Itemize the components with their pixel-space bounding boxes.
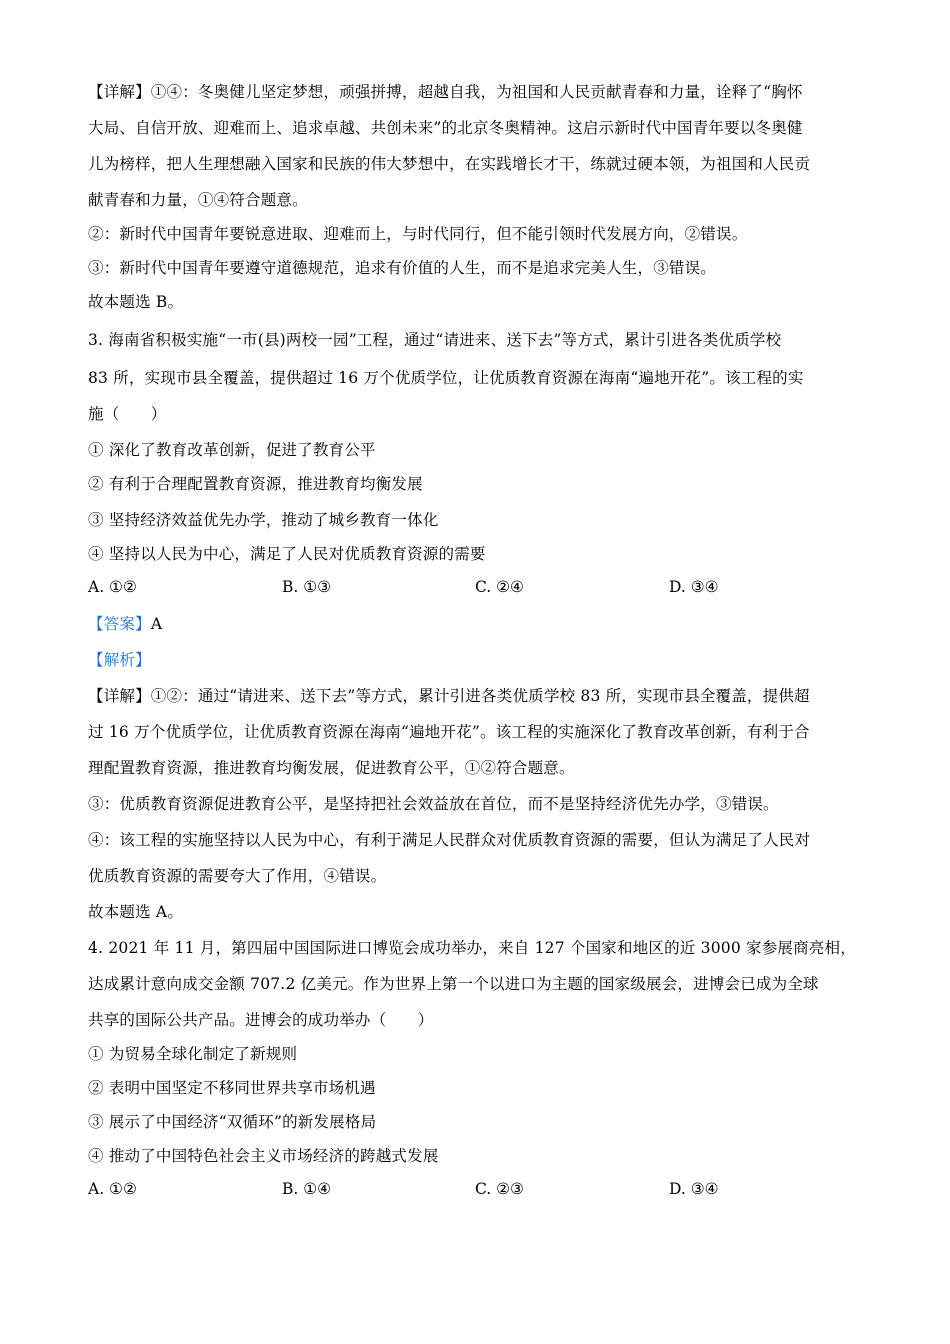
question-3-options xyxy=(88,578,878,598)
question-3-statement: ④ 坚持以人民为中心，满足了人民对优质教育资源的需要 xyxy=(88,545,486,563)
text-line: 【详解】①④：冬奥健儿坚定梦想，顽强拼搏，超越自我，为祖国和人民贡献青春和力量，诠释了“胸怀 xyxy=(88,83,803,101)
question-4-statement: ④ 推动了中国特色社会主义市场经济的跨越式发展 xyxy=(88,1147,439,1165)
question-3-stem: 83 所，实现市县全覆盖，提供超过 16 万个优质学位，让优质教育资源在海南“遍地开花”。该工程的实 xyxy=(88,369,804,387)
text-line: ④：该工程的实施坚持以人民为中心，有利于满足人民群众对优质教育资源的需要，但认为满足了人民对 xyxy=(88,831,811,849)
option-c: C. ②③ xyxy=(475,1180,524,1198)
option-b: B. ①④ xyxy=(282,1180,332,1198)
question-3-statement: ③ 坚持经济效益优先办学，推动了城乡教育一体化 xyxy=(88,511,439,529)
option-d: D. ③④ xyxy=(669,1180,719,1198)
question-4-options xyxy=(88,1180,878,1200)
question-4-stem: 共享的国际公共产品。进博会的成功举办（ ） xyxy=(88,1011,434,1029)
question-4-statement: ① 为贸易全球化制定了新规则 xyxy=(88,1045,298,1063)
text-line: 儿为榜样，把人生理想融入国家和民族的伟大梦想中，在实践增长才干，练就过硬本领，为祖国和人民贡 xyxy=(88,155,811,173)
question-3-statement: ① 深化了教育改革创新，促进了教育公平 xyxy=(88,441,376,459)
answer-value: A xyxy=(150,615,163,633)
question-3-stem: 3. 海南省积极实施“一市(县)两校一园”工程，通过“请进来、送下去”等方式，累计引进各类优质学校 xyxy=(88,331,782,349)
option-c: C. ②④ xyxy=(475,578,524,596)
analysis-label: 【解析】 xyxy=(88,651,151,669)
text-line: ③：新时代中国青年要遵守道德规范，追求有价值的人生，而不是追求完美人生，③错误。 xyxy=(88,259,717,277)
text-line: ②：新时代中国青年要锐意进取、迎难而上，与时代同行，但不能引领时代发展方向，②错误。 xyxy=(88,225,748,243)
text-line: 【详解】①②：通过“请进来、送下去”等方式，累计引进各类优质学校 83 所，实现市县全覆盖，提供超 xyxy=(88,687,810,705)
question-4-statement: ③ 展示了中国经济“双循环”的新发展格局 xyxy=(88,1113,377,1131)
text-line: 故本题选 B。 xyxy=(88,293,184,311)
text-line: 过 16 万个优质学位，让优质教育资源在海南“遍地开花”。该工程的实施深化了教育改革创新，有利于合 xyxy=(88,723,810,741)
question-4-stem: 4. 2021 年 11 月，第四届中国国际进口博览会成功举办，来自 127 个国家和地区的近 3000 家参展商亮相， xyxy=(88,939,856,957)
question-4-stem: 达成累计意向成交金额 707.2 亿美元。作为世界上第一个以进口为主题的国家级展会，进博会已成为全球 xyxy=(88,975,819,993)
text-line: 故本题选 A。 xyxy=(88,903,184,921)
option-a: A. ①② xyxy=(88,578,137,596)
text-line: 理配置教育资源，推进教育均衡发展，促进教育公平，①②符合题意。 xyxy=(88,759,575,777)
question-3-stem: 施（ ） xyxy=(88,405,167,423)
text-line: ③：优质教育资源促进教育公平，是坚持把社会效益放在首位，而不是坚持经济优先办学，③错误。 xyxy=(88,795,779,813)
answer-label: 【答案】 xyxy=(88,615,151,633)
answer-line xyxy=(88,614,162,634)
text-line: 大局、自信开放、迎难而上、追求卓越、共创未来”的北京冬奥精神。这启示新时代中国青年要以冬奥健 xyxy=(88,119,803,137)
text-line: 献青春和力量，①④符合题意。 xyxy=(88,191,308,209)
option-d: D. ③④ xyxy=(669,578,719,596)
option-a: A. ①② xyxy=(88,1180,137,1198)
option-b: B. ①③ xyxy=(282,578,332,596)
question-3-statement: ② 有利于合理配置教育资源，推进教育均衡发展 xyxy=(88,475,423,493)
text-line: 优质教育资源的需要夸大了作用，④错误。 xyxy=(88,867,387,885)
question-4-statement: ② 表明中国坚定不移同世界共享市场机遇 xyxy=(88,1079,376,1097)
